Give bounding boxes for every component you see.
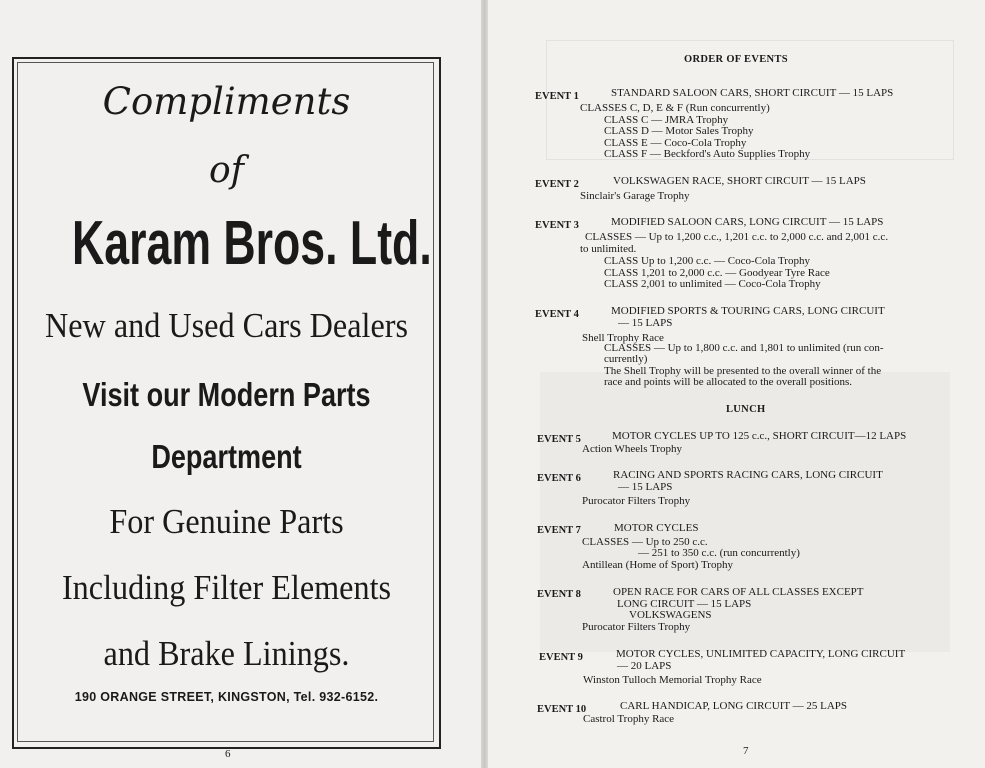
event-1-title: STANDARD SALOON CARS, SHORT CIRCUIT — 15 LAPS <box>611 87 894 99</box>
event-3-classes: CLASSES — Up to 1,200 c.c., 1,201 c.c. to 2,000 c.c. and 2,001 c.c. <box>585 231 889 243</box>
event-1-classes: CLASSES C, D, E & F (Run concurrently) <box>580 102 770 114</box>
event-6-trophy: Purocator Filters Trophy <box>582 495 691 507</box>
ad-company-name: Karam Bros. Ltd. <box>72 209 432 278</box>
event-3-class-a: CLASS Up to 1,200 c.c. — Coco-Cola Trophy <box>604 255 810 267</box>
event-8-circuit: LONG CIRCUIT — 15 LAPS <box>617 598 752 610</box>
ad-compliments: Compliments <box>102 80 351 123</box>
event-4-laps: — 15 LAPS <box>618 317 673 329</box>
event-9-label: EVENT 9 <box>539 652 583 663</box>
ad-tagline: New and Used Cars Dealers <box>44 306 409 345</box>
event-10-title: CARL HANDICAP, LONG CIRCUIT — 25 LAPS <box>620 700 848 712</box>
ad-of: of <box>209 150 244 191</box>
event-7-classes-cont: — 251 to 350 c.c. (run concurrently) <box>638 547 800 559</box>
event-8-volkswagens: VOLKSWAGENS <box>629 609 712 621</box>
event-1-class-f: CLASS F — Beckford's Auto Supplies Trophy <box>604 148 811 160</box>
ad-visit-line1: Visit our Modern Parts <box>82 376 371 413</box>
event-7-label: EVENT 7 <box>537 525 581 536</box>
event-4-note-1: The Shell Trophy will be presented to the overall winner of the <box>604 365 882 377</box>
page-number-left: 6 <box>225 748 231 760</box>
event-5-title: MOTOR CYCLES UP TO 125 c.c., SHORT CIRCUIT—12 LAPS <box>612 430 907 442</box>
event-10-trophy: Castrol Trophy Race <box>583 713 675 725</box>
event-3-class-b: CLASS 1,201 to 2,000 c.c. — Goodyear Tyre Race <box>604 267 830 279</box>
event-6-title: RACING AND SPORTS RACING CARS, LONG CIRCUIT <box>613 469 883 481</box>
event-5-trophy: Action Wheels Trophy <box>582 443 683 455</box>
ad-address: 190 ORANGE STREET, KINGSTON, Tel. 932-6152. <box>74 690 379 704</box>
event-3-class-c: CLASS 2,001 to unlimited — Coco-Cola Trophy <box>604 278 821 290</box>
event-4-classes: CLASSES — Up to 1,800 c.c. and 1,801 to unlimited (run con- <box>604 342 884 354</box>
event-3-label: EVENT 3 <box>535 220 579 231</box>
event-2-trophy: Sinclair's Garage Trophy <box>580 190 690 202</box>
event-3-title: MODIFIED SALOON CARS, LONG CIRCUIT — 15 LAPS <box>611 216 884 228</box>
lunch-heading: LUNCH <box>726 404 766 415</box>
event-10-label: EVENT 10 <box>537 704 587 715</box>
event-5-label: EVENT 5 <box>537 434 581 445</box>
event-1-class-c: CLASS C — JMRA Trophy <box>604 114 729 126</box>
event-1-label: EVENT 1 <box>535 91 579 102</box>
event-8-trophy: Purocator Filters Trophy <box>582 621 691 633</box>
order-of-events-title: ORDER OF EVENTS <box>684 54 788 65</box>
page-number-right: 7 <box>743 745 749 757</box>
event-8-title: OPEN RACE FOR CARS OF ALL CLASSES EXCEPT <box>613 586 864 598</box>
event-4-classes-cont: currently) <box>604 353 648 365</box>
event-3-classes-cont: to unlimited. <box>580 243 637 255</box>
event-8-label: EVENT 8 <box>537 589 581 600</box>
event-1-class-e: CLASS E — Coco-Cola Trophy <box>604 137 747 149</box>
event-6-label: EVENT 6 <box>537 473 581 484</box>
event-7-classes: CLASSES — Up to 250 c.c. <box>582 536 708 548</box>
ad-brake-linings: and Brake Linings. <box>103 634 350 673</box>
event-4-note-2: race and points will be allocated to the overall positions. <box>604 376 853 388</box>
event-4-label: EVENT 4 <box>535 309 579 320</box>
event-4-trophy: Shell Trophy Race <box>582 332 664 344</box>
ad-genuine-parts: For Genuine Parts <box>109 502 344 541</box>
event-1-class-d: CLASS D — Motor Sales Trophy <box>604 125 754 137</box>
book-gutter <box>481 0 488 768</box>
event-2-label: EVENT 2 <box>535 179 579 190</box>
event-4-title: MODIFIED SPORTS & TOURING CARS, LONG CIRCUIT <box>611 305 885 317</box>
event-7-trophy: Antillean (Home of Sport) Trophy <box>582 559 733 571</box>
event-9-title: MOTOR CYCLES, UNLIMITED CAPACITY, LONG CIRCUIT <box>616 648 906 660</box>
ad-visit-line2: Department <box>151 438 302 475</box>
event-2-title: VOLKSWAGEN RACE, SHORT CIRCUIT — 15 LAPS <box>613 175 866 187</box>
event-6-laps: — 15 LAPS <box>618 481 673 493</box>
ad-filter-elements: Including Filter Elements <box>61 568 392 607</box>
event-9-laps: — 20 LAPS <box>617 660 672 672</box>
event-9-trophy: Winston Tulloch Memorial Trophy Race <box>583 674 762 686</box>
event-7-title: MOTOR CYCLES <box>614 522 699 534</box>
